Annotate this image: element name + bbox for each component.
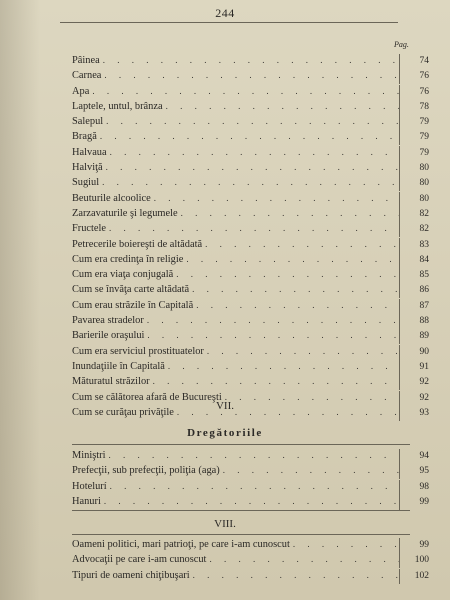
toc-entry-title: Salepul — [72, 116, 104, 128]
dot-leader — [186, 252, 399, 267]
toc-entry-page: 99 — [399, 538, 429, 553]
toc-entry — [72, 191, 429, 206]
toc-entry-page: 82 — [399, 222, 429, 237]
toc-entry-page: 92 — [399, 391, 429, 406]
toc-entry — [72, 206, 429, 221]
toc-entry-page: 93 — [399, 406, 429, 421]
toc-group-dregatorii — [72, 448, 429, 509]
toc-entry-page: 79 — [399, 130, 429, 145]
section-rule-bottom — [72, 510, 410, 511]
toc-entry-title: Pavarea stradelor — [72, 315, 144, 327]
toc-entry — [72, 145, 429, 160]
toc-entry-title: Cum erau străzile în Capitală — [72, 299, 194, 311]
toc-entry-title: Prefecţii, sub prefecţii, poliţia (aga) — [72, 465, 220, 477]
toc-entry-page: 94 — [399, 449, 429, 464]
toc-entry-page: 85 — [399, 268, 429, 283]
toc-entry-page: 80 — [399, 176, 429, 191]
toc-entry-title: Hotelurí — [72, 480, 107, 492]
dot-leader — [205, 237, 399, 252]
toc-entry — [72, 328, 429, 343]
toc-entry-page: 78 — [399, 100, 429, 115]
dot-leader — [168, 359, 399, 374]
dot-leader — [153, 374, 399, 389]
toc-entry-title: Cum era viaţa conjugală — [72, 269, 174, 281]
toc-entry — [72, 374, 429, 389]
dot-leader — [166, 99, 399, 114]
toc-entry-title: Beuturile alcoolice — [72, 192, 151, 204]
section-title-dregatoriile: Dregătoriile — [187, 427, 263, 439]
toc-entry-title: Barierile oraşului — [72, 330, 145, 342]
toc-entry-title: Miniştri — [72, 450, 106, 461]
toc-entry-page: 76 — [399, 85, 429, 100]
dot-leader — [104, 68, 399, 83]
dot-leader — [104, 494, 399, 509]
toc-entry — [72, 114, 429, 129]
dot-leader — [147, 313, 399, 328]
toc-entry — [72, 267, 429, 282]
dot-leader — [223, 463, 399, 478]
dot-leader — [192, 282, 399, 297]
dot-leader — [109, 221, 399, 236]
toc-entry — [72, 175, 429, 190]
dot-leader — [102, 175, 399, 190]
toc-entry-page: 83 — [399, 238, 429, 253]
toc-entry — [72, 252, 429, 267]
toc-entry-title: Cum se învăţa carte altădată — [72, 284, 190, 296]
toc-entry-page: 89 — [399, 329, 429, 344]
toc-entry-page: 100 — [399, 553, 429, 568]
toc-entry — [72, 494, 429, 509]
toc-entry-title: Sugiul — [72, 177, 100, 189]
toc-entry-page: 74 — [399, 54, 429, 69]
dot-leader — [209, 552, 399, 567]
toc-entry-page: 87 — [399, 299, 429, 314]
dot-leader — [106, 114, 399, 129]
dot-leader — [106, 160, 399, 175]
toc-entry-title: Halviţă — [72, 162, 103, 174]
section-heading-vii: VII. — [215, 400, 235, 412]
toc-entry-page: 90 — [399, 345, 429, 360]
toc-entry-title: Cum era credinţa în religie — [72, 253, 184, 265]
toc-entry — [72, 344, 429, 359]
toc-entry — [72, 99, 429, 114]
toc-entry — [72, 552, 429, 567]
toc-entry-title: Laptele, untul, brânza — [72, 100, 163, 112]
toc-group-people — [72, 537, 429, 583]
toc-entry-page: 91 — [399, 360, 429, 375]
toc-entry — [72, 298, 429, 313]
dot-leader — [110, 145, 399, 160]
toc-entry-title: Hanuri — [72, 495, 101, 507]
dot-leader — [109, 448, 400, 463]
toc-entry-title: Oameni politici, mari patrioţi, pe care i-am cunoscut — [72, 539, 290, 550]
toc-entry-page: 79 — [399, 115, 429, 130]
toc-entry-title: Tipuri de oameni chiţibuşari — [72, 569, 190, 581]
toc-entry-title: Cum era serviciul prostituatelor — [72, 345, 204, 357]
toc-entry-page: 102 — [399, 569, 429, 584]
dot-leader — [176, 267, 399, 282]
toc-entry-page: 84 — [399, 253, 429, 268]
toc-entry — [72, 221, 429, 236]
dot-leader — [147, 328, 399, 343]
toc-entry — [72, 463, 429, 478]
dot-leader — [92, 84, 399, 99]
toc-entry — [72, 129, 429, 144]
toc-group-food-and-customs — [72, 53, 429, 420]
toc-entry — [72, 68, 429, 83]
toc-entry-title: Fructele — [72, 223, 107, 235]
toc-entry-page: 88 — [399, 314, 429, 329]
header-rule — [60, 22, 398, 23]
toc-entry-title: Bragă — [72, 131, 97, 143]
dot-leader — [193, 568, 399, 583]
dot-leader — [100, 129, 399, 144]
toc-entry — [72, 53, 429, 68]
dot-leader — [103, 53, 399, 68]
toc-entry — [72, 448, 429, 463]
page-gutter-shadow — [0, 0, 40, 600]
dot-leader — [293, 537, 399, 552]
toc-entry-title: Cum se călătorea afară de Bucureşti — [72, 391, 222, 403]
toc-entry-title: Petrecerile boiereşti de altădată — [72, 238, 203, 250]
toc-entry — [72, 313, 429, 328]
toc-entry-page: 98 — [399, 480, 429, 495]
toc-entry — [72, 237, 429, 252]
toc-entry — [72, 568, 429, 583]
toc-entry-page: 86 — [399, 283, 429, 298]
toc-entry-title: Carnea — [72, 70, 102, 82]
toc-entry-page: 79 — [399, 146, 429, 161]
dot-leader — [196, 298, 399, 313]
dot-leader — [110, 479, 399, 494]
toc-entry-title: Măturatul străzilor — [72, 376, 150, 388]
dot-leader — [207, 344, 399, 359]
toc-entry-page: 95 — [399, 464, 429, 479]
toc-entry-title: Pâinea — [72, 55, 100, 66]
section-rule-top — [72, 444, 410, 445]
toc-entry — [72, 282, 429, 297]
toc-entry-title: Apa — [72, 85, 90, 97]
dot-leader — [154, 191, 399, 206]
toc-entry-title: Halvaua — [72, 146, 107, 158]
toc-entry — [72, 479, 429, 494]
toc-entry-title: Cum se curăţau privăţile — [72, 406, 174, 418]
toc-entry-page: 76 — [399, 69, 429, 84]
toc-entry-title: Inundaţiile în Capitală — [72, 360, 165, 372]
page-column-header: Pag. — [394, 40, 409, 49]
page-number: 244 — [215, 6, 235, 20]
toc-entry-title: Zarzavaturile şi legumele — [72, 207, 178, 219]
toc-entry — [72, 537, 429, 552]
toc-entry-page: 92 — [399, 375, 429, 390]
toc-entry-title: Advocaţii pe care i-am cunoscut — [72, 554, 207, 566]
toc-entry-page: 80 — [399, 161, 429, 176]
toc-entry — [72, 160, 429, 175]
toc-entry-page: 82 — [399, 207, 429, 222]
toc-entry — [72, 359, 429, 374]
toc-entry-page: 99 — [399, 495, 429, 510]
toc-entry — [72, 84, 429, 99]
toc-entry-page: 80 — [399, 192, 429, 207]
dot-leader — [181, 206, 399, 221]
section-rule-viii — [72, 534, 410, 535]
section-heading-viii: VIII. — [214, 518, 236, 530]
